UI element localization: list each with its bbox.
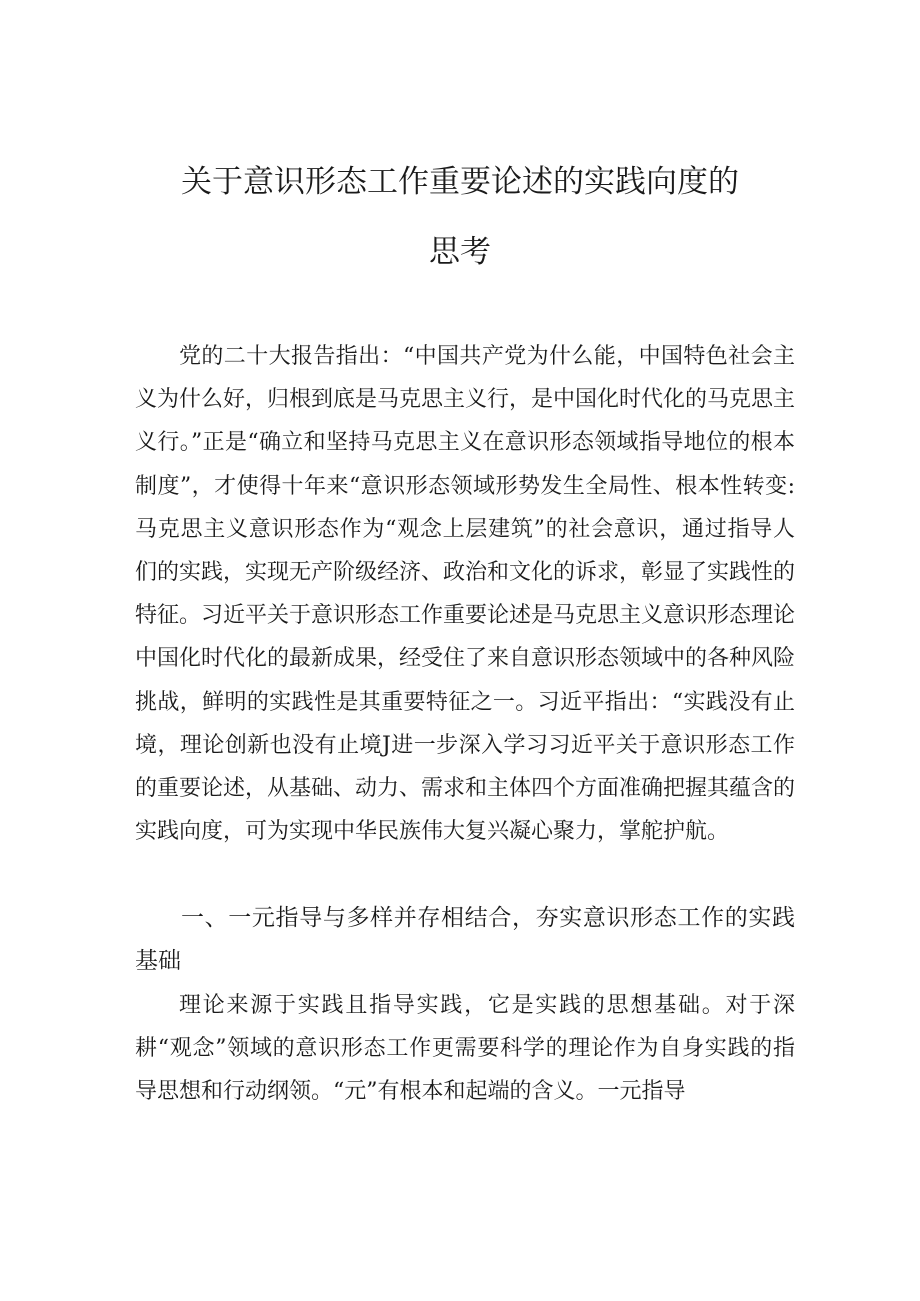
intro-paragraph-block bbox=[135, 335, 795, 853]
document-title-line-1: 关于意识形态工作重要论述的实践向度的 bbox=[181, 164, 739, 200]
document-title-line-2: 思考 bbox=[429, 234, 491, 270]
section-1-heading: 一、一元指导与多样并存相结合，夯实意识形态工作的实践基础 bbox=[135, 905, 795, 975]
section-1-paragraph-block bbox=[135, 984, 795, 1114]
intro-paragraph: 党的二十大报告指出：“中国共产党为什么能，中国特色社会主义为什么好，归根到底是马克思主义行，是中国化时代化的马克思主义行。”正是“确立和坚持马克思主义在意识形态领域指导地位的根本制度”，才使得十年来“意识形态领域形势发生全局性、根本性转变:马克思主义意识形态作为“观念上层建筑”的社会意识，通过指导人们的实践，实现无产阶级经济、政治和文化的诉求，彰显了实践性的特征。习近平关于意识形态工作重要论述是马克思主义意识形态理论中国化时代化的最新成果，经受住了来自意识形态领域中的各种风险挑战，鲜明的实践性是其重要特征之一。习近平指出：“实践没有止境，理论创新也没有止境J进一步深入学习习近平关于意识形态工作的重要论述，从基础、动力、需求和主体四个方面准确把握其蕴含的实践向度，可为实现中华民族伟大复兴凝心聚力，掌舵护航。 bbox=[135, 344, 796, 845]
section-1-paragraph: 理论来源于实践且指导实践，它是实践的思想基础。对于深耕“观念”领域的意识形态工作更需要科学的理论作为自身实践的指导思想和行动纲领。“元”有根本和起端的含义。一元指导 bbox=[135, 993, 795, 1105]
